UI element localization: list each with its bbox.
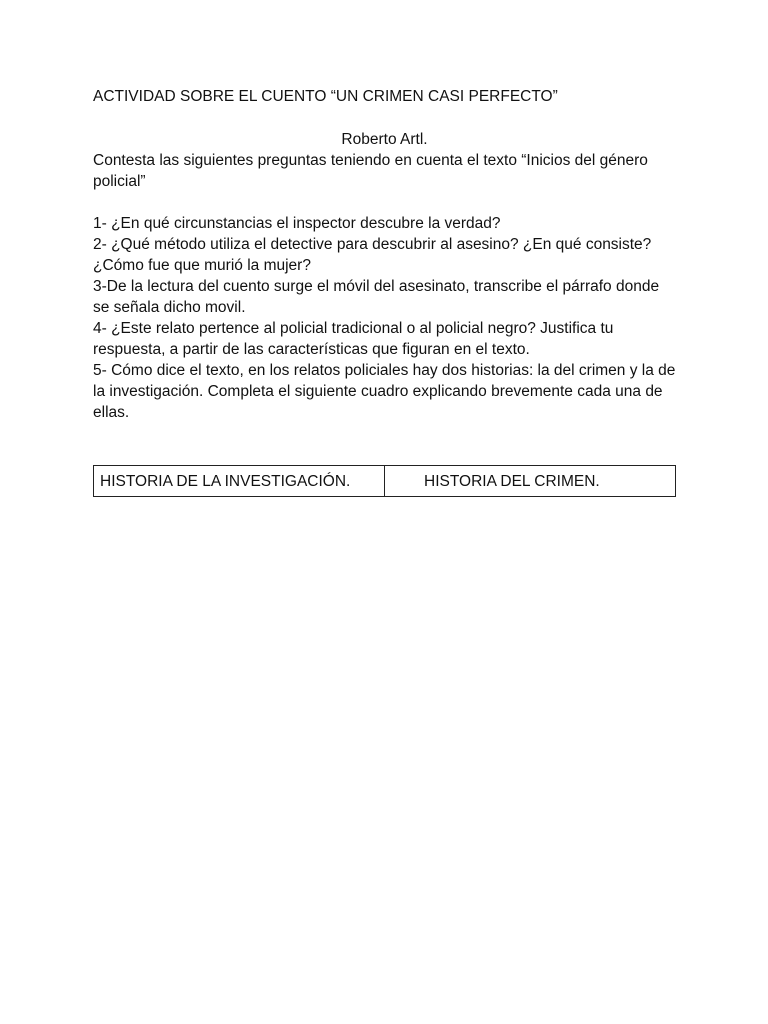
document-page (93, 86, 676, 497)
table-header-crime: HISTORIA DEL CRIMEN. (424, 473, 600, 490)
author-name: Roberto Artl. (341, 131, 428, 148)
question-4: 4- ¿Este relato pertence al policial tradicional o al policial negro? Justifica tu respuesta, a partir de las características que figuran en el texto. (93, 320, 614, 358)
stories-table (93, 465, 676, 497)
questions-list (93, 213, 676, 423)
question-1: 1- ¿En qué circunstancias el inspector descubre la verdad? (93, 215, 501, 232)
question-3: 3-De la lectura del cuento surge el móvil del asesinato, transcribe el párrafo donde se señala dicho movil. (93, 278, 660, 316)
document-title: ACTIVIDAD SOBRE EL CUENTO “UN CRIMEN CASI PERFECTO” (93, 88, 558, 105)
table-header-investigation: HISTORIA DE LA INVESTIGACIÓN. (94, 466, 385, 496)
question-5: 5- Cómo dice el texto, en los relatos policiales hay dos historias: la del crimen y la de la investigación. Completa el siguiente cuadro explicando brevemente cada una de ellas. (93, 362, 676, 421)
instructions-text: Contesta las siguientes preguntas teniendo en cuenta el texto “Inicios del género policial” (93, 152, 648, 190)
question-2: 2- ¿Qué método utiliza el detective para descubrir al asesino? ¿En qué consiste?¿Cómo fue que murió la mujer? (93, 236, 652, 274)
